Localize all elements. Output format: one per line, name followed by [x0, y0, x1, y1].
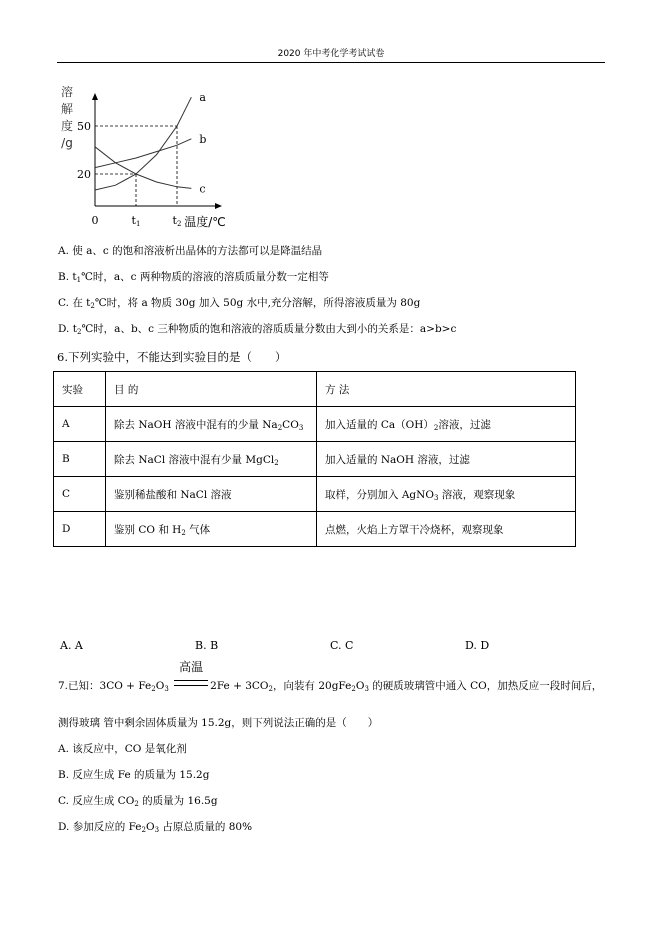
- q7-option-c[interactable]: [58, 794, 218, 808]
- reaction-arrow: [172, 660, 210, 693]
- option-text: 该反应中，CO 是氧化剂: [72, 743, 187, 755]
- equation-text: O: [155, 680, 165, 692]
- option-text: 占原总质量的 80%: [159, 821, 253, 833]
- option-text-pre: t: [72, 271, 77, 283]
- q7-option-b[interactable]: [58, 768, 209, 782]
- method-text: 溶液，过滤: [438, 418, 491, 431]
- header-cell: 方 法: [317, 372, 576, 407]
- option-label: A.: [58, 743, 69, 755]
- table-row: [54, 512, 576, 547]
- row-goal: [106, 442, 317, 477]
- row-method: [317, 407, 576, 442]
- subscript: 1: [76, 276, 82, 284]
- double-bar: [174, 680, 208, 686]
- option-text: 参加反应的 Fe: [72, 821, 142, 833]
- subscript: 2: [76, 328, 82, 336]
- y-tick-label: 50: [77, 120, 91, 133]
- x-tick-label: t1: [131, 214, 141, 228]
- method-text: 溶液，观察现象: [438, 488, 516, 501]
- x-tick-label: 0: [91, 214, 99, 227]
- subscript: 2: [277, 423, 283, 432]
- option-text: 反应生成 CO: [72, 795, 135, 807]
- stem-text: 的硬质玻璃管中通入 CO，加热反应一段时间后，: [368, 680, 603, 692]
- row-goal: [106, 477, 317, 512]
- q5-option-d[interactable]: [58, 322, 456, 336]
- q5-option-c[interactable]: [58, 296, 420, 310]
- option-text: 的质量为 16.5g: [138, 795, 218, 807]
- x-tick-label: t2: [172, 214, 182, 228]
- equation-products: 2Fe + 3CO: [210, 680, 269, 692]
- subscript: 3: [164, 685, 169, 693]
- subscript: 2: [151, 685, 156, 693]
- series-b-label: b: [199, 132, 207, 146]
- q5-option-a[interactable]: [58, 244, 322, 258]
- method-text: 加入适量的 Ca（OH）: [325, 418, 434, 431]
- row-id: C: [54, 477, 106, 512]
- row-method: [317, 442, 576, 477]
- y-axis-label: 度: [60, 119, 74, 133]
- q6-answer-d[interactable]: D. D: [465, 639, 490, 652]
- header-cell: 目 的: [106, 372, 317, 407]
- goal-text: CO: [282, 418, 299, 431]
- option-text-pre: 在 t: [72, 297, 91, 309]
- option-label: A.: [58, 245, 69, 257]
- q5-option-b[interactable]: [58, 270, 329, 284]
- q6-answer-a[interactable]: A. A: [60, 639, 83, 652]
- subscript: 2: [351, 685, 356, 693]
- method-text: 加入适量的 NaOH 溶液，过滤: [325, 453, 470, 466]
- subscript: 2: [141, 826, 146, 834]
- option-text: O: [145, 821, 155, 833]
- stem-text: O: [355, 680, 365, 692]
- subscript: 2: [90, 302, 95, 310]
- row-id: A: [54, 407, 106, 442]
- row-method: [317, 512, 576, 547]
- option-label: C.: [58, 297, 69, 309]
- option-label: B.: [58, 271, 70, 283]
- goal-text: 鉴别 CO 和 H: [114, 523, 182, 536]
- q7-option-a[interactable]: [58, 742, 187, 756]
- y-axis-arrow-icon: [92, 93, 98, 100]
- header-divider: [57, 62, 605, 63]
- option-text: 使 a、c 的饱和溶液析出晶体的方法都可以是降温结晶: [72, 245, 323, 257]
- row-id: B: [54, 442, 106, 477]
- table-row: [54, 477, 576, 512]
- page-header: 2020 年中考化学考试试卷: [277, 49, 385, 59]
- series-c-label: c: [199, 182, 206, 196]
- option-text: 反应生成 Fe 的质量为 15.2g: [72, 769, 210, 781]
- option-text-post: ℃时，将 a 物质 30g 加入 50g 水中,充分溶解，所得溶液质量为 80g: [94, 297, 421, 309]
- subscript: 2: [268, 685, 274, 693]
- table-row: [54, 442, 576, 477]
- subscript: 3: [364, 685, 369, 693]
- goal-text: 除去 NaCl 溶液中混有少量 MgCl: [114, 453, 275, 466]
- experiment-table: [53, 371, 576, 547]
- goal-text: 鉴别稀盐酸和 NaCl 溶液: [114, 488, 232, 501]
- method-text: 取样，分别加入 AgNO: [325, 488, 434, 501]
- q6-answer-c[interactable]: C. C: [330, 639, 354, 652]
- y-tick-label: 20: [77, 168, 91, 181]
- subscript: 2: [181, 528, 186, 537]
- subscript: 3: [433, 493, 439, 502]
- method-text: 点燃，火焰上方罩干冷烧杯，观察现象: [325, 523, 504, 536]
- series-a-label: a: [199, 91, 206, 105]
- q7-stem-line1: [58, 660, 603, 693]
- y-axis-label: /g: [61, 136, 73, 150]
- option-text-post: ℃时，a、c 两种物质的溶液的溶质质量分数一定相等: [81, 271, 329, 283]
- x-axis-label: 温度/℃: [184, 215, 226, 229]
- option-label: D.: [58, 821, 70, 833]
- table-header-row: [54, 372, 576, 407]
- x-axis-arrow-icon: [215, 203, 222, 209]
- subscript: 3: [154, 826, 160, 834]
- y-axis-label: 溶: [60, 85, 74, 99]
- q6-answer-b[interactable]: B. B: [195, 639, 219, 652]
- equation-reactants: 7.已知：3CO + Fe: [58, 680, 152, 692]
- header-cell: 实验: [54, 372, 106, 407]
- solubility-chart: [55, 82, 235, 232]
- subscript: 2: [433, 423, 439, 432]
- table-row: [54, 407, 576, 442]
- subscript: 2: [134, 800, 139, 808]
- row-goal: [106, 512, 317, 547]
- q6-stem: 6.下列实验中，不能达到实验目的是（ ）: [57, 350, 287, 364]
- q7-option-d[interactable]: [58, 820, 252, 834]
- reaction-condition: 高温: [179, 660, 204, 674]
- row-goal: [106, 407, 317, 442]
- option-label: C.: [58, 795, 69, 807]
- row-id: D: [54, 512, 106, 547]
- goal-text: 除去 NaOH 溶液中混有的少量 Na: [114, 418, 278, 431]
- stem-text: ，向装有 20gFe: [273, 680, 352, 692]
- option-text-pre: t: [72, 323, 77, 335]
- y-axis-label: 解: [60, 102, 74, 116]
- goal-text: 气体: [185, 523, 211, 536]
- row-method: [317, 477, 576, 512]
- q7-stem-line2: 测得玻璃 管中剩余固体质量为 15.2g，则下列说法正确的是（ ）: [58, 717, 379, 729]
- option-label: B.: [58, 769, 70, 781]
- option-text-post: ℃时，a、b、c 三种物质的饱和溶液的溶质质量分数由大到小的关系是：a>b>c: [81, 323, 457, 335]
- option-label: D.: [58, 323, 70, 335]
- subscript: 3: [298, 423, 304, 432]
- subscript: 2: [274, 458, 279, 467]
